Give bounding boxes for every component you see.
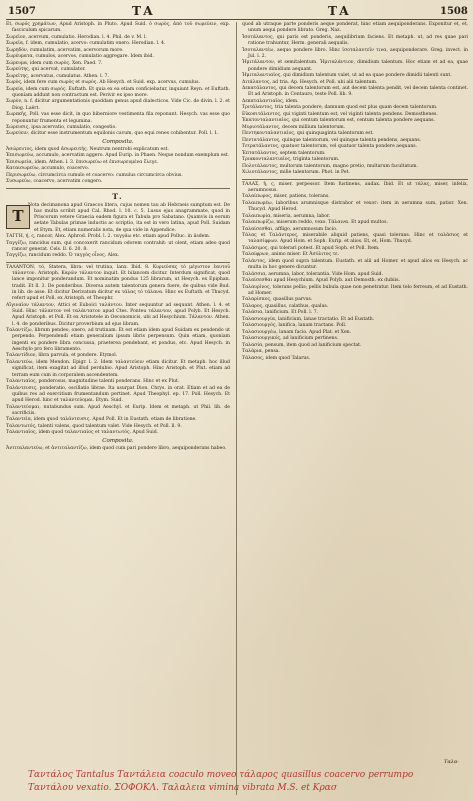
dictionary-entry: Σωρεῖον, acervum, cumulatio. Herodian. l. 4. Phil. de v. M. l.	[6, 34, 147, 40]
dictionary-entry: Ταλαίσεσθαι apud Hesychium. Apud Polyb. aut Demosth. ex dubiis.	[242, 278, 400, 284]
dictionary-entry: Ταλαντίδιον, libra parvula, et pondere. Etymol.	[6, 353, 118, 359]
right-entries-b	[242, 182, 468, 362]
dictionary-entry: Ταλαιπωρέω, laboribus arumnisque distrahor et vexor: item in aerumna sum, patior. Xen. Thucyd. Apud Herod.	[242, 200, 468, 213]
dictionary-entry: Ἀντιταλαντεύω, et ἀντιταλαντίζω, idem quod cum pari pondere libro, aequiponderans habeo.	[6, 445, 227, 451]
dictionary-entry: Ἐπτατάλαντος, septem talentorum.	[242, 150, 326, 156]
dictionary-entry: Ἡμιταλαντιαῖος, qui dimidium talentum valet, ut ad ea quae pondere dimidii talenti sunt.	[242, 73, 452, 79]
right-running-head: TA	[328, 4, 352, 18]
dictionary-entry: Τριακονταλαντιαῖος, triginta talentorum.	[242, 157, 340, 163]
dictionary-entry: Ταλαίσεσθαι, affligo, aerumnosum facio.	[242, 226, 338, 232]
dictionary-entry: Τάλασος, idem quod Talarus.	[242, 355, 311, 361]
ornamental-initial: T	[6, 205, 30, 229]
dictionary-entry: Σωρὸν, n. f. dicitur argumentationis quoddam genus apud dialecticos. Vide Cic. de divin. l. 2. et Diog. Laërt.	[6, 99, 230, 111]
dictionary-entry: Ταγγίζω, rancidus sum, qui concoxerit rancidum odorem contrahit: ut olent, etiam adeo quod rancor generat. Cels. ll. 6. 20. 8.	[6, 240, 230, 252]
dictionary-entry: Ταλαντιαῖος, ponderosus, magnitudine talenti ponderans. Hinc et ex Plut.	[6, 379, 180, 385]
dictionary-entry: Ταλαντεύω, idem Mendon. Epigr. l. 2. Idem ταλαντεύειν etiam dicitur. Et metaph. hoc illud significat, item exagitat ad illud perdubio. Apud Aristoph. Hinc Aristoph. et Plut. etiam ad terram eum cum in corporalem ascendentem.	[6, 359, 230, 378]
column-divider	[236, 22, 237, 795]
dictionary-entry: Ταλάρια, pensa.	[242, 349, 280, 355]
dictionary-entry: Ταλάντευσις, ponderatio, oscillatio librae. Ita usurpat Dion. Chrys. in orat. Etiam et ad ea de quibus res ad exercitium frumentandum pertinet. Apud Theophyl. ep. 17. Poll. Hesych. Et apud Herod. hinc et ταλαντεύομαι. Etym. Suid.	[6, 385, 230, 404]
section-letter: T.	[112, 191, 124, 201]
dictionary-entry: Ταλαντίζω, librum pendeo, onero, ad trutinam. Et est etiam idem apud Suidam ex pendendo ut perpendo. Perpendendi etiam generalium ipsum libris perpensum. Quin etiam, quoniam ingenti ex pondere libra concussa, praeterea pendebant, et pondus, etc. Apud Hesych. in Aeschylo pro fero libramento.	[6, 328, 230, 352]
dictionary-entry: Δεκαταλαντιαῖος, idem.	[242, 98, 299, 104]
dictionary-entry: Ταλασιουργία, lanificium, lanae tractatio. Et ad Eustath.	[242, 316, 375, 322]
left-entries-b	[6, 147, 230, 186]
section-rule	[242, 179, 468, 180]
header-rule	[6, 19, 467, 20]
dictionary-entry: Ταγγίζω, rancidum reddo. Ὁ ταγγὸς οἶνος. Alex.	[6, 253, 120, 259]
dictionary-entry: Σωρεύτης, qui acervat, cumulator.	[6, 67, 86, 73]
dictionary-entry: Σωρεῖα, f. idem, cumulatio, acervo: cumulatim onero. Herodian. l. 4.	[6, 41, 166, 47]
dictionary-entry: Ταλαίπωρος, miser, patiens, tolerans.	[242, 194, 330, 200]
handwritten-annotation: Ταντάλος Tantalus Ταντάλεια coaculo moveo τάλαρος quasillus coacervo perrumpo	[28, 770, 414, 780]
dictionary-entry: Ταλαντωτός, talenti valens, quod talentum valet. Vide Hesych. et Poll. ll. 9.	[6, 423, 182, 429]
dictionary-entry: Σωρεκῆς, Poll. vas esse dicit, in quo hiberniore vestimenta fila reponunt. Hesych. vas esse quo reponuntur frumenta et legumina.	[6, 112, 230, 124]
dictionary-entry: Ταλαντιαῖος, idem quod ταλαντιαῖος et ταλαντωτός. Apud Suid.	[6, 430, 159, 436]
dictionary-entry: Ἰσοτάλαντος, qui paris est ponderis, aequilibrium faciens. Et metaph. ut, ad res quae pari ratione trahuntur, Herm. generali aequalis.	[242, 34, 468, 47]
dictionary-entry: Ταλαίφρων, animo miser. Et Ἀσύλιτος τε.	[242, 252, 339, 258]
dictionary-entry: Σωρεῖτης, acervatus, cumulatus. Athen. l. 7.	[6, 73, 109, 79]
dictionary-entry: Nota decimanona apud Graecos litera, cujus nomen tau ab Hebraeis sumptum est. De hac multa scribit apud Cal. Rhod. l. 10. c. 5. Lusus ejus anagrammate, quod in Priscorum vetere Graecia eadem figura et Tabula pro Sabatano. Quamvis in eorum aetate Tabulas primae inductis ac scriptio, ita est in vero latina, apud Poll. Suidam et Etym. Et, etiam numeralis nota, de qua vide in Appendice.	[28, 202, 230, 233]
dictionary-entry: Ταλαντεία, idem quod ταλάντευσις. Apud Poll. Et in Eustath. etiam de libratione.	[6, 417, 197, 423]
dictionary-entry: Ταλάσσια, aerumna, labor, tolerantia. Vide Hom. apud Suid.	[242, 271, 383, 277]
dictionary-entry: Et, σωρός χρημάτων, Apud Aristoph. in Pluto. Apud Suid. ὁ σωρὸς, ἀπὸ τοῦ σωρεύειν, exp. fasciculum spicarum.	[6, 22, 230, 34]
dictionary-entry: Αἴγιναῖον τάλαντον, Attici et Euboici ταλάντου. Inter sequuntur ad sequunt. Athen. l. 4. et Suid. Hinc τάλαντον vel ταλάντατον apud Ctes. Ponteu τάλαντον, apud Polyb. Et Hesych. Apud Aristoph. et Poll. Et ex Aristotele in Oeconomicis, ubi ad Hesychium. Τάλαντον. Athen. l. 4. de ponderibus. Dicitur proverbium ad ejus libram.	[6, 302, 230, 327]
dictionary-entry: Ταλάσια, lanificium. Et Poll. l. 7.	[242, 310, 319, 316]
dictionary-entry: Συσωρεύω, coacervo, acervatim congero.	[6, 179, 103, 185]
dictionary-entry: Τριτάλαντος, tria talenta pondere, damnum quod est plus quam decem talentorum.	[242, 105, 438, 111]
dictionary-entry: ΤΑΛΑΝΤΟΝ, τό, Statera, libra: vel trutina, lanx. Ibid. 8. Κυριεύσας τὸ μέγιστον ἑαυτοῦ τάλαντον. Aristoph. Καρῶν τάλαντον inquit. Et bilancem dicitur. Interdum significat, quod lance imponitur ponderandum. Et nominatim pondus 125 librarum, ut Hesych. ex Epiphan. tradit. Et ll. 3. De ponderibus. Diversa autem talentorum genera fuere, de quibus vide Bud. in lib. de asse. Et dicitur Derivatum dicitur ex τάλας τὸ τάλανα. Hinc ex Euftath. et Thucyd. refert apud et Poll. ex Aristoph. et Theophr.	[6, 264, 230, 302]
page-header	[0, 4, 473, 18]
right-column	[242, 22, 468, 362]
dictionary-entry: Ταλαιπωρία, miseria, aerumna, labor.	[242, 213, 331, 219]
dictionary-entry: Ταλασιουργικός, ad lanificium pertinens.	[242, 336, 339, 342]
dictionary-entry: Περισωρεύω, circumcirca cumulo et coacervo: cumulus circumcircа obvius.	[6, 172, 183, 178]
left-running-head: TA	[132, 4, 156, 18]
dictionary-entry: ΤΑΛΑΣ, ἡ, ς, miser, perpessor. Item fustinens, audax. Ibid. Et ut τάλας, miser, infelix, aerumnosus.	[242, 181, 468, 193]
dictionary-entry: Ἐπισωρεία, idem. Athen. l. 3. ἐπισωρεύω et ἐπισωρευμένα ἔλεγε.	[6, 159, 159, 165]
dictionary-entry: quod ab utraque parte ponderis aeque ponderat, hinc etiam aequiponderans. Exponitur et, et, unum aequi pondere librato. Greg. Naz.	[242, 22, 468, 34]
dictionary-entry: Ταλαυρῖνος, tolerans pellis; pellis bubula quae non penetratur. Item telo ferreum, et ad Eustath. ad Homer.	[242, 284, 468, 296]
dictionary-entry: Μυριοτάλαντος, decem millium talentorum.	[242, 124, 346, 130]
dictionary-entry: Σωρέυματα, cumulos, acervos, cumulatio aggregare. Idem ibid.	[6, 54, 154, 60]
left-column	[6, 22, 230, 452]
dictionary-entry: Σωρεύειν, dicitur esse instrumentum equilonis cavum, quo equi renes cohibentur. Poll. l. 1.	[6, 131, 219, 137]
dictionary-entry: Ἑκατονταλαντιαῖος, qui centum talentorum est, centum talenta pondere aequans.	[242, 118, 435, 124]
dictionary-entry: Σωρηδόν, cumulatim, acervatim, acervorum more.	[6, 47, 124, 53]
dictionary-entry: Σωρὸς, idem fere cum σωρὸς et σωρὸς. Ab Hesych. et Suid. exp. acervus, cumulus.	[6, 80, 200, 86]
section-rule	[6, 262, 230, 263]
dictionary-entry: Ταλάσιμος, qui tolerari potest. Et apud Soph. et Poll. Item.	[242, 245, 380, 251]
right-page-number: 1508	[440, 6, 468, 17]
composita-heading: Composita.	[102, 138, 134, 145]
dictionary-entry: Πολυτάλαντος, multorum talentorum, magno pretio, multarum facultatum.	[242, 163, 418, 169]
section-rule	[6, 188, 230, 189]
dictionary-entry: Σώρευμα, idem cum σωρὸς. Xen. Paed. 7.	[6, 60, 103, 66]
dictionary-entry: Ταλαντεύομαι, nutabundus sum. Apud Aeschyl. et Eurip. Idem et metaph. ut Phil. lib. de sacrificiis.	[6, 404, 230, 416]
dictionary-entry: Ταλασία, pensum, item quod ad lanificium spectat.	[242, 342, 362, 348]
dictionary-entry: Ἰσοταλαντέω, aequo pondere libro. Hinc ἰσοταλαντεῖν τινα, aequiponderare. Greg. invect. in Jul. l. 2.	[242, 47, 468, 59]
left-page-number: 1507	[8, 6, 36, 17]
dictionary-entry: Καταισωρεύω, accumulo, coacervo.	[6, 166, 90, 172]
left-entries-c	[6, 203, 230, 260]
dictionary-entry: Εἰκοσιτάλαντος, qui viginti talentum est, vel viginti talenta pendens. Demosthenes.	[242, 111, 438, 117]
dictionary-entry: Ταλασιουργός, lanifica, lanam tractans. Poll.	[242, 323, 347, 329]
catchword: Ταλα-	[444, 759, 459, 765]
dictionary-entry: Διτάλαντος, ad tria. Ap. Hesych. et Poll. ubi alii talentum.	[242, 79, 378, 85]
dictionary-entry: Ἡμιτάλαντον, et semitalentum. Ἡμιταλάντιον, dimidium talentum. Hoc etiam et ad ea, quae pondere dimidium aequant.	[242, 60, 468, 72]
dictionary-entry: Πεντατάλαντος, quinque talentorum, vel quinque talenta pendens, aequans.	[242, 137, 422, 143]
dictionary-entry: Τάλαρος, quasillus, calathus, qualus.	[242, 303, 329, 309]
dictionary-entry: Ταλάντος, idem quod supra talentum. Eustath. et alii ad Homer. et apud alios ex Hesych. ac multa in hoc genere dicuntur.	[242, 258, 468, 271]
dictionary-entry: Ἐπισωρεύω, accumulo, acervatim aggero. Apud Eurip. in Phaen. Neque nondum exemplum est.	[6, 153, 230, 159]
dictionary-entry: Ταλαιπωρίζω, miserum reddo, vexo. Τάλαινα. Et apud multos.	[242, 220, 388, 226]
dictionary-entry: Δεκατάλαντος, qui decem talentorum est, aut decem talenta pendit, vel decem talenta continet. Et ad Aristoph. in Centauro, teste Poll. lib. 9.	[242, 86, 468, 98]
dictionary-entry: Ἀσώρευτος, idem quod ἀσωρευτής. Neutrum nentrobi explicatum est.	[6, 146, 169, 152]
left-entries-a	[6, 22, 230, 138]
composita-heading: Composita.	[102, 437, 134, 444]
dictionary-entry: Ταλαρίσκος, quasillus parvus.	[242, 297, 313, 303]
left-entries-d	[6, 265, 230, 437]
dictionary-entry: Τετρατάλαντος, quatuor talentorum, vel quatuor talenta pondere aequans.	[242, 144, 418, 150]
dictionary-entry: Σωρεία, idem cum σωρὸς. Euftath. Et quia ex ea etiam conficiebatur, inquiunt Reyn. et Euftath. quoniam addunt non contractum est. Perivir ex ipso more.	[6, 86, 230, 98]
dictionary-entry: Πεντηκονταλαντιαῖος, qui quinquaginta talentorum est.	[242, 131, 374, 137]
handwritten-annotation: Ταντάλου vexatio. ΣΟΦΟΚΛ. Ταλαλεια vimina vibrata M.S. et Κρασ	[28, 783, 338, 793]
dictionary-entry: Χιλιοτάλαντος, mille talentorum. Phot. in Pet.	[242, 170, 350, 176]
dictionary-entry: Ταλασιουργέω, lanam facio. Apud Plat. et Xen.	[242, 329, 352, 335]
right-entries-a	[242, 22, 468, 177]
dictionary-entry: Τάλας et Ταλάντερος, miserabile aliquid patiens, quasi tolerans. Hinc et ταλάσιος et ταλασίφρων. Apud Hom. et Soph. Eurip. et alios. Et, et, Hom. Thucyd.	[242, 233, 468, 245]
dictionary-entry: Σώρευσις, ipsa acervatio, cumulatio, congestio.	[6, 125, 117, 130]
dictionary-entry: ΤΑΓΓΗ, ή, ς, rancor, Alex. Aphrod. Probl. l. 2. ταγγάω etc. etiam apud Polluc. in iisdem.	[6, 234, 211, 240]
